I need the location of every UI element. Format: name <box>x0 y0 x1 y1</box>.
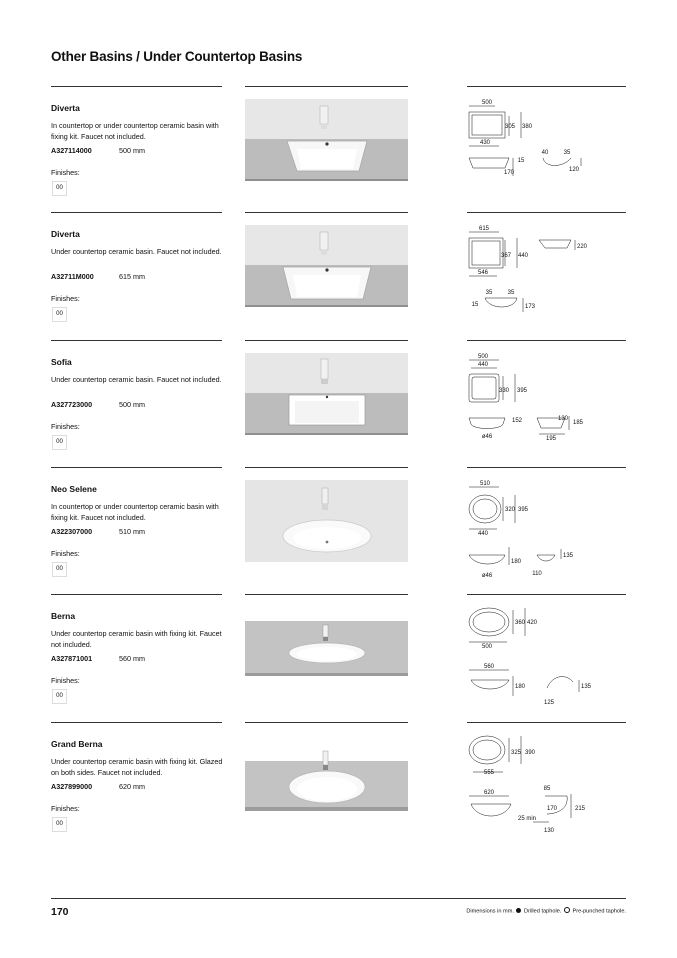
product-description: Under countertop ceramic basin. Faucet not included. <box>51 247 222 256</box>
dim-label: 440 <box>477 531 489 537</box>
dim-label: ø46 <box>481 434 493 440</box>
dim-label: 500 <box>481 100 493 106</box>
dim-label: 546 <box>477 270 489 276</box>
product-code: A327114000 <box>51 146 92 155</box>
dim-label: 135 <box>563 553 574 559</box>
dim-label: 110 <box>532 571 542 577</box>
divider <box>245 212 408 213</box>
finishes-label: Finishes: <box>51 422 80 431</box>
product-size: 560 mm <box>119 654 145 663</box>
product-name: Diverta <box>51 103 80 113</box>
technical-drawing <box>463 348 631 454</box>
dim-label: 15 <box>517 158 525 164</box>
dim-label: 305 <box>504 124 516 130</box>
dim-label: 500 <box>481 644 493 650</box>
dim-label: 130 <box>543 828 555 834</box>
divider <box>467 594 626 595</box>
product-diverta-615 <box>0 212 677 332</box>
product-size: 500 mm <box>119 146 145 155</box>
product-size: 500 mm <box>119 400 145 409</box>
dim-label: 555 <box>483 770 495 776</box>
dim-label: 380 <box>522 124 533 130</box>
dim-label: 615 <box>478 226 490 232</box>
drilled-taphole-icon <box>516 908 521 913</box>
divider <box>245 340 408 341</box>
technical-drawing <box>463 94 631 200</box>
product-photo <box>245 607 408 689</box>
footer-divider <box>51 898 626 899</box>
finishes-label: Finishes: <box>51 676 80 685</box>
dim-label: 220 <box>577 244 588 250</box>
legend-text: Pre-punched taphole. <box>572 908 626 915</box>
product-code: A322307000 <box>51 527 93 536</box>
divider <box>51 594 222 595</box>
finishes-label: Finishes: <box>51 294 80 303</box>
dim-label: 35 <box>485 290 493 296</box>
product-photo <box>245 225 408 307</box>
dim-label: ø46 <box>481 573 493 579</box>
dim-label: 15 <box>471 302 479 308</box>
finishes-label: Finishes: <box>51 549 80 558</box>
product-description: Under countertop ceramic basin with fixing kit. Glazed on both sides. Faucet not included. <box>51 757 223 777</box>
divider <box>51 86 222 87</box>
product-code: A327899000 <box>51 782 93 791</box>
product-description: Under countertop ceramic basin. Faucet not included. <box>51 375 222 384</box>
dim-label: 170 <box>547 806 558 812</box>
product-size: 615 mm <box>119 272 145 281</box>
dim-label: 325 <box>511 750 522 756</box>
dim-label: 360 <box>515 620 526 626</box>
dim-label: 185 <box>573 420 584 426</box>
dim-label: 173 <box>525 304 536 310</box>
dim-label: 620 <box>483 790 495 796</box>
dim-label: 180 <box>511 559 522 565</box>
dim-label: 330 <box>498 388 510 394</box>
product-name: Berna <box>51 611 76 621</box>
product-photo <box>245 353 408 435</box>
technical-drawing <box>463 475 631 581</box>
dim-label: 215 <box>575 806 586 812</box>
product-code: A32711M000 <box>51 272 94 281</box>
divider <box>245 86 408 87</box>
divider <box>245 467 408 468</box>
dim-label: 500 <box>477 354 489 360</box>
divider <box>245 594 408 595</box>
dim-label: 170 <box>503 170 515 176</box>
dim-label: 40 <box>541 150 549 156</box>
dim-label: 440 <box>518 253 529 259</box>
dim-label: 85 <box>543 786 551 792</box>
dim-label: 320 <box>505 507 516 513</box>
dim-label: 135 <box>581 684 592 690</box>
divider <box>51 212 222 213</box>
finish-swatch[interactable]: 00 <box>52 817 67 832</box>
product-name: Grand Berna <box>51 739 103 749</box>
dim-label: 430 <box>479 140 491 146</box>
dim-label: 390 <box>525 750 536 756</box>
page-number: 170 <box>51 906 69 918</box>
dim-label: 420 <box>527 620 538 626</box>
dim-label: 395 <box>518 507 529 513</box>
product-description: In countertop or under countertop ceramic basin with fixing kit. Faucet not included. <box>51 502 219 522</box>
product-description: Under countertop ceramic basin with fixing kit. Faucet not included. <box>51 629 222 649</box>
finish-swatch[interactable]: 00 <box>52 562 67 577</box>
product-name: Neo Selene <box>51 484 97 494</box>
finish-swatch[interactable]: 00 <box>52 181 67 196</box>
dim-label: 195 <box>545 436 557 442</box>
finishes-label: Finishes: <box>51 804 80 813</box>
dim-label: 367 <box>500 253 512 259</box>
finish-swatch[interactable]: 00 <box>52 435 67 450</box>
divider <box>51 340 222 341</box>
dim-label: 560 <box>483 664 495 670</box>
dim-label: 35 <box>507 290 515 296</box>
dim-label: 35 <box>563 150 571 156</box>
dim-label: 510 <box>479 481 491 487</box>
finish-swatch[interactable]: 00 <box>52 689 67 704</box>
product-name: Diverta <box>51 229 80 239</box>
product-size: 620 mm <box>119 782 145 791</box>
page-title: Other Basins / Under Countertop Basins <box>51 49 303 64</box>
finishes-label: Finishes: <box>51 168 80 177</box>
product-photo <box>245 480 408 562</box>
product-photo <box>245 735 408 817</box>
dim-label: 440 <box>477 362 489 368</box>
product-code: A327871001 <box>51 654 93 663</box>
product-diverta-500 <box>0 86 677 206</box>
legend-text: Dimensions in mm. <box>466 908 514 915</box>
dim-label: 180 <box>515 684 526 690</box>
technical-drawing <box>463 220 631 326</box>
product-sofia <box>0 340 677 460</box>
pre-punched-taphole-icon <box>564 907 570 913</box>
dim-label: 125 <box>543 700 555 706</box>
product-description: In countertop or under countertop ceramic basin with fixing kit. Faucet not included. <box>51 121 219 141</box>
product-berna <box>0 594 677 714</box>
product-name: Sofia <box>51 357 72 367</box>
product-code: A327723000 <box>51 400 93 409</box>
dim-label: 395 <box>517 388 528 394</box>
product-size: 510 mm <box>119 527 145 536</box>
divider <box>467 722 626 723</box>
technical-drawing <box>463 730 631 836</box>
divider <box>467 212 626 213</box>
legend-text: Drilled taphole. <box>524 908 562 915</box>
divider <box>467 340 626 341</box>
divider <box>51 722 222 723</box>
divider <box>467 467 626 468</box>
finish-swatch[interactable]: 00 <box>52 307 67 322</box>
legend <box>466 907 626 915</box>
product-neo-selene <box>0 467 677 587</box>
dim-label: 152 <box>511 418 523 424</box>
divider <box>51 467 222 468</box>
technical-drawing <box>463 602 631 708</box>
dim-label: 130 <box>557 416 569 422</box>
dim-label: 120 <box>569 167 580 173</box>
product-photo <box>245 99 408 181</box>
divider <box>245 722 408 723</box>
divider <box>467 86 626 87</box>
product-grand-berna <box>0 722 677 842</box>
dim-label: 25 min <box>517 816 537 822</box>
